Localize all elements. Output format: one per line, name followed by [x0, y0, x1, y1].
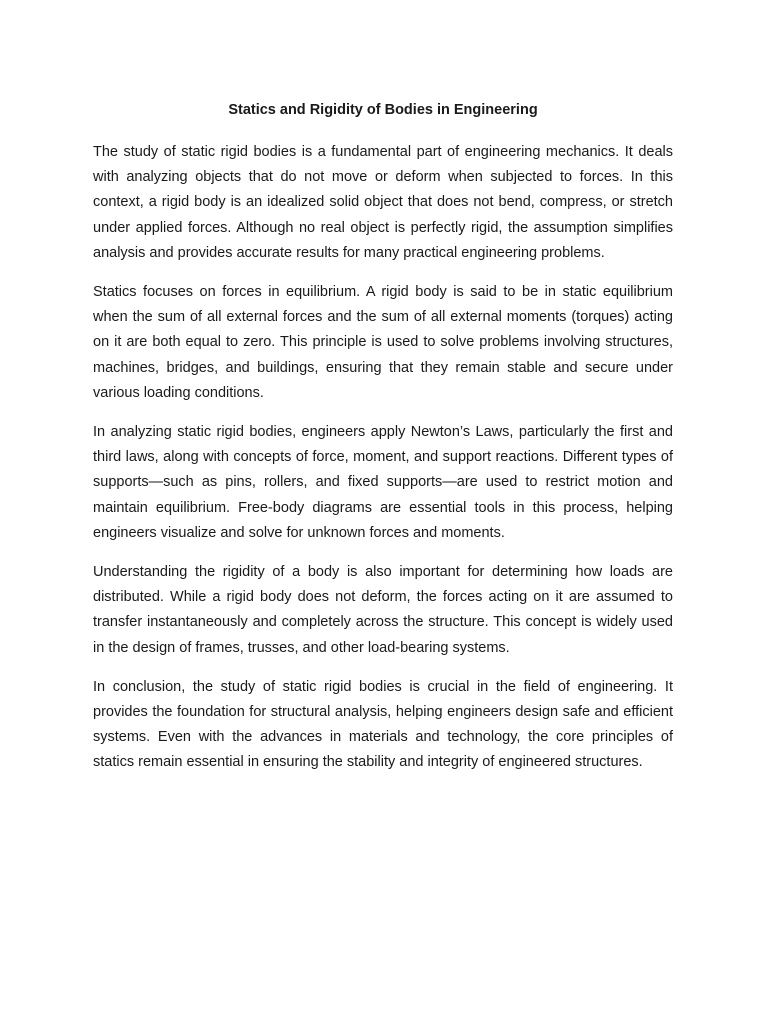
paragraph-statics: Statics focuses on forces in equilibrium. A rigid body is said to be in static equilibrium when the sum of all external forces and the sum of all external moments (torques) acting on it are both equal to zero. This principle is used to solve problems involving structures, machines, bridges, and buildings, ensuring that they remain stable and secure under various loading conditions. — [93, 284, 673, 401]
paragraph-newtons-laws: In analyzing static rigid bodies, engineers apply Newton’s Laws, particularly the first and third laws, along with concepts of force, moment, and support reactions. Different types of supports—such as pins, rollers, and fixed supports—are used to restrict motion and maintain equilibrium. Free-body diagrams are essential tools in this process, helping engineers visualize and solve for unknown forces and moments. — [93, 424, 673, 541]
document-title: Statics and Rigidity of Bodies in Engineering — [228, 102, 538, 118]
document-page — [93, 100, 673, 790]
paragraph-rigidity: Understanding the rigidity of a body is also important for determining how loads are distributed. While a rigid body does not deform, the forces acting on it are assumed to transfer instantaneously and completely across the structure. This concept is widely used in the design of frames, trusses, and other load-bearing systems. — [93, 564, 673, 656]
paragraph-conclusion: In conclusion, the study of static rigid bodies is crucial in the field of engineering. It provides the foundation for structural analysis, helping engineers design safe and efficient systems. Even with the advances in materials and technology, the core principles of statics remain essential in ensuring the stability and integrity of engineered structures. — [93, 678, 673, 771]
paragraph-intro: The study of static rigid bodies is a fundamental part of engineering mechanics. It deals with analyzing objects that do not move or deform when subjected to forces. In this context, a rigid body is an idealized solid object that does not bend, compress, or stretch under applied forces. Although no real object is perfectly rigid, the assumption simplifies analysis and provides accurate results for many practical engineering problems. — [93, 144, 673, 261]
